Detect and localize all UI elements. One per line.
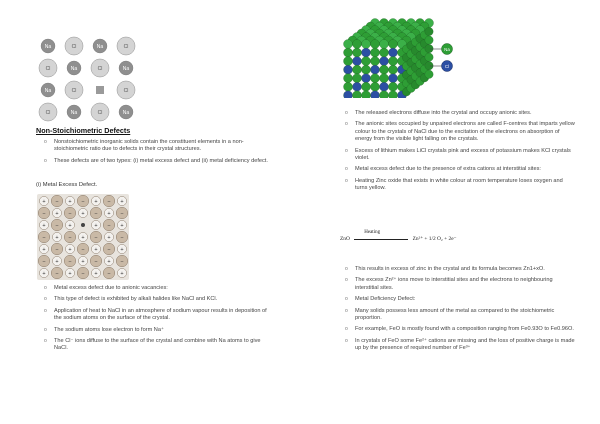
zno-equation bbox=[340, 229, 457, 242]
right-bullet-item: o Many solids possess less amount of the metal as compared to the stoichiometric proportion. bbox=[343, 308, 575, 323]
ion-charge: + bbox=[68, 270, 72, 277]
ion-charge: + bbox=[81, 210, 85, 217]
ion-charge: − bbox=[55, 222, 59, 229]
crystal-ball bbox=[362, 40, 371, 49]
ion-charge: − bbox=[42, 210, 46, 217]
equation-lhs: ZnO bbox=[340, 236, 350, 242]
ion-charge: + bbox=[94, 222, 98, 229]
crystal-ball bbox=[389, 65, 398, 74]
crystal-ball bbox=[362, 65, 371, 74]
ion-charge: − bbox=[107, 270, 111, 277]
crystal-ball bbox=[425, 53, 433, 61]
ion-label: Cl bbox=[123, 87, 129, 94]
equation-rhs: Zn²⁺ + 1/2 O₂ + 2e⁻ bbox=[412, 236, 457, 242]
crystal-ball bbox=[380, 40, 389, 49]
ion-charge: − bbox=[68, 258, 72, 265]
ion-charge: − bbox=[120, 234, 124, 241]
subheading-metal-excess: (i) Metal Excess Defect. bbox=[36, 182, 98, 188]
ion-charge: + bbox=[42, 198, 46, 205]
ion-charge: + bbox=[42, 222, 46, 229]
ion-charge: − bbox=[68, 234, 72, 241]
ion-charge: − bbox=[94, 258, 98, 265]
ion-charge: − bbox=[55, 246, 59, 253]
crystal-ball bbox=[353, 82, 362, 91]
crystal-ball bbox=[371, 40, 380, 49]
intro-bullet-item: o These defects are of two types: (i) metal excess defect and (ii) metal deficiency defect. bbox=[42, 158, 270, 165]
ion-label: Na bbox=[70, 109, 78, 116]
ion-charge: − bbox=[81, 198, 85, 205]
crystal-ball bbox=[353, 57, 362, 66]
ion-charge: + bbox=[42, 246, 46, 253]
crystal-ball bbox=[353, 91, 362, 98]
metal-excess-bullet-list bbox=[42, 285, 270, 357]
ion-charge: + bbox=[107, 234, 111, 241]
ion-charge: − bbox=[55, 270, 59, 277]
right-bullet-item: o Heating Zinc oxide that exists in white colour at room temperature loses oxygen and turns yellow. bbox=[343, 178, 575, 193]
crystal-ball bbox=[380, 65, 389, 74]
ion-charge: + bbox=[68, 246, 72, 253]
crystal-ball bbox=[425, 44, 433, 52]
crystal-ball bbox=[380, 48, 389, 57]
crystal-ball bbox=[353, 48, 362, 57]
ion-charge: + bbox=[107, 210, 111, 217]
metal-excess-bullet-item: o Application of heat to NaCl in an atmosphere of sodium vapour results in deposition of the sodium atoms on the surface of the crystal. bbox=[42, 308, 270, 323]
right-bullet-list-b bbox=[343, 266, 575, 357]
ion-label: Cl bbox=[97, 65, 103, 72]
ion-charge: − bbox=[107, 198, 111, 205]
crystal-ball bbox=[362, 82, 371, 91]
crystal-ball bbox=[344, 74, 353, 83]
crystal-ball bbox=[389, 91, 398, 98]
ion-charge: − bbox=[120, 210, 124, 217]
right-bullet-item: o This results in excess of zinc in the crystal and its formula becomes Zn1+xO. bbox=[343, 266, 575, 273]
ion-charge: + bbox=[107, 258, 111, 265]
crystal-ball bbox=[380, 91, 389, 98]
ion-charge: + bbox=[42, 270, 46, 277]
ion-label: Na bbox=[122, 109, 130, 116]
right-bullet-item: o Metal Deficiency Defect: bbox=[343, 296, 575, 303]
crystal-ball bbox=[362, 57, 371, 66]
crystal-ball bbox=[353, 40, 362, 49]
ion-charge: + bbox=[120, 198, 124, 205]
crystal-ball bbox=[344, 91, 353, 98]
crystal-ball bbox=[344, 48, 353, 57]
ion-label: Cl bbox=[71, 87, 77, 94]
ion-charge: + bbox=[94, 246, 98, 253]
ion-charge: + bbox=[120, 270, 124, 277]
crystal-ball bbox=[425, 27, 433, 35]
right-bullet-list-a bbox=[343, 110, 575, 197]
crystal-ball bbox=[353, 65, 362, 74]
ion-charge: − bbox=[68, 210, 72, 217]
ion-charge: − bbox=[42, 258, 46, 265]
ion-charge: + bbox=[81, 234, 85, 241]
ion-charge: − bbox=[94, 234, 98, 241]
ion-charge: + bbox=[120, 222, 124, 229]
intro-bullet-list bbox=[42, 139, 270, 169]
crystal-ball bbox=[344, 65, 353, 74]
ion-charge: − bbox=[94, 210, 98, 217]
right-bullet-item: o Excess of lithium makes LiCl crystals pink and excess of potassium makes KCl crystals violet. bbox=[343, 148, 575, 163]
right-bullet-item: o Metal excess defect due to the presence of extra cations at interstitial sites: bbox=[343, 166, 575, 173]
metal-excess-bullet-item: o This type of defect is exhibited by alkali halides like NaCl and KCl. bbox=[42, 296, 270, 303]
ion-label: Cl bbox=[45, 109, 51, 116]
metal-excess-bullet-item: o The sodium atoms lose electron to form Na⁺ bbox=[42, 327, 270, 334]
ion-charge: − bbox=[120, 258, 124, 265]
crystal-ball bbox=[344, 57, 353, 66]
ion-label: Na bbox=[70, 65, 78, 72]
cl-legend-label: Cl bbox=[444, 63, 450, 69]
section-heading: Non-Stoichiometric Defects bbox=[36, 126, 131, 135]
ion-label: Cl bbox=[97, 109, 103, 116]
ion-charge: + bbox=[94, 270, 98, 277]
crystal-ball bbox=[371, 74, 380, 83]
ion-charge: + bbox=[55, 258, 59, 265]
ion-label: Cl bbox=[71, 43, 77, 50]
crystal-ball bbox=[380, 57, 389, 66]
crystal-ball bbox=[344, 82, 353, 91]
crystal-ball bbox=[362, 91, 371, 98]
ion-charge: + bbox=[68, 198, 72, 205]
f-centre-lattice-figure bbox=[37, 194, 129, 280]
anion-vacancy-lattice-figure bbox=[36, 36, 144, 124]
right-bullet-item: o The excess Zn²⁺ ions move to interstitial sites and the electrons to neighbouring interstitial sites. bbox=[343, 277, 575, 292]
crystal-ball bbox=[371, 57, 380, 66]
na-legend-label: Na bbox=[444, 46, 450, 52]
equation-arrow-label: Heating bbox=[364, 229, 381, 235]
ion-label: Na bbox=[44, 87, 52, 94]
ion-charge: − bbox=[107, 246, 111, 253]
right-bullet-item: o The released electrons diffuse into the crystal and occupy anionic sites. bbox=[343, 110, 575, 117]
nacl-crystal-figure bbox=[338, 18, 458, 98]
ion-label: Na bbox=[44, 43, 52, 50]
ion-label: Na bbox=[96, 43, 104, 50]
ion-charge: − bbox=[81, 270, 85, 277]
ion-charge: + bbox=[55, 234, 59, 241]
metal-excess-bullet-item: o Metal excess defect due to anionic vacancies: bbox=[42, 285, 270, 292]
ion-charge: − bbox=[107, 222, 111, 229]
ion-charge: + bbox=[94, 198, 98, 205]
metal-excess-bullet-item: o The Cl⁻ ions diffuse to the surface of the crystal and combine with Na atoms to give NaCl. bbox=[42, 338, 270, 353]
crystal-ball bbox=[344, 40, 353, 49]
ion-charge: − bbox=[81, 246, 85, 253]
crystal-ball bbox=[362, 48, 371, 57]
ion-label: Cl bbox=[45, 65, 51, 72]
crystal-ball bbox=[389, 57, 398, 66]
crystal-ball bbox=[371, 91, 380, 98]
ion-charge: − bbox=[55, 198, 59, 205]
crystal-ball bbox=[425, 36, 433, 44]
crystal-ball bbox=[380, 82, 389, 91]
ion-charge: + bbox=[55, 210, 59, 217]
crystal-ball bbox=[371, 65, 380, 74]
crystal-ball bbox=[371, 82, 380, 91]
crystal-ball bbox=[362, 74, 371, 83]
vacancy-mark bbox=[96, 86, 104, 94]
crystal-ball bbox=[380, 74, 389, 83]
ion-label: Cl bbox=[123, 43, 129, 50]
crystal-ball bbox=[389, 74, 398, 83]
right-bullet-item: o The anionic sites occupied by unpaired electrons are called F-centres that imparts yellow colour to the crystals of NaCl due to the excitation of the electrons on absorption of energy from the visible light falling on the crystals. bbox=[343, 121, 575, 143]
ion-charge: + bbox=[68, 222, 72, 229]
ion-charge: + bbox=[120, 246, 124, 253]
ion-charge: + bbox=[81, 258, 85, 265]
crystal-ball bbox=[389, 82, 398, 91]
crystal-ball bbox=[353, 74, 362, 83]
trapped-electron bbox=[81, 223, 85, 227]
right-bullet-item: o For example, FeO is mostly found with a composition ranging from Fe0.93O to Fe0.96O. bbox=[343, 326, 575, 333]
crystal-ball bbox=[389, 40, 398, 49]
crystal-ball bbox=[371, 48, 380, 57]
intro-bullet-item: o Nonstoichiometric inorganic solids contain the constituent elements in a non-stoichiometric ratio due to defects in their crystal structures. bbox=[42, 139, 270, 154]
ion-label: Na bbox=[122, 65, 130, 72]
ion-charge: − bbox=[42, 234, 46, 241]
right-bullet-item: o In crystals of FeO some Fe²⁺ cations are missing and the loss of positive charge is made up by the presence of required number of Fe³⁺ bbox=[343, 338, 575, 353]
crystal-ball bbox=[425, 70, 433, 78]
crystal-ball bbox=[389, 48, 398, 57]
